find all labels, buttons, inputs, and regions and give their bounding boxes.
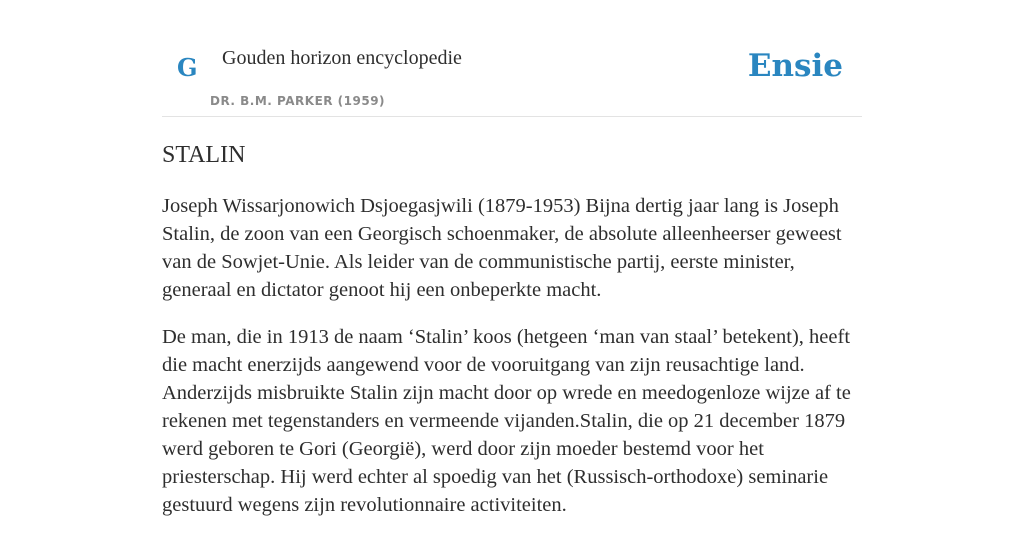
entry-body — [162, 192, 862, 538]
entry-paragraph: De man, die in 1913 de naam ‘Stalin’ koos (hetgeen ‘man van staal’ betekent), heeft die macht enerzijds aangewend voor de vooruitgang van zijn reusachtige land. Anderzijds misbruikte Stalin zijn macht door op wrede en meedogenloze wijze af te rekenen met tegenstanders en vermeende vijanden.Stalin, die op 21 december 1879 werd geboren te Gori (Georgië), werd door zijn moeder bestemd voor het priesterschap. Hij werd echter al spoedig van het (Russisch-orthodoxe) seminarie gestuurd wegens zijn revolutionnaire activiteiten. — [162, 326, 851, 516]
book-title-link[interactable]: Gouden horizon encyclopedie — [222, 47, 462, 69]
page-header — [162, 0, 862, 117]
entry-title: STALIN — [162, 142, 246, 168]
ensie-logo-link[interactable]: Ensie — [747, 48, 843, 84]
book-logo[interactable]: G — [177, 53, 198, 82]
page-container — [162, 0, 862, 516]
entry-paragraph: Joseph Wissarjonowich Dsjoegasjwili (1879-1953) Bijna dertig jaar lang is Joseph Stalin, de zoon van een Georgisch schoenmaker, de absolute alleenheerser geweest van de Sowjet-Unie. Als leider van de communistische partij, eerste minister, generaal en dictator genoot hij een onbeperkte macht. — [162, 195, 842, 301]
book-author: DR. B.M. PARKER (1959) — [210, 94, 386, 108]
